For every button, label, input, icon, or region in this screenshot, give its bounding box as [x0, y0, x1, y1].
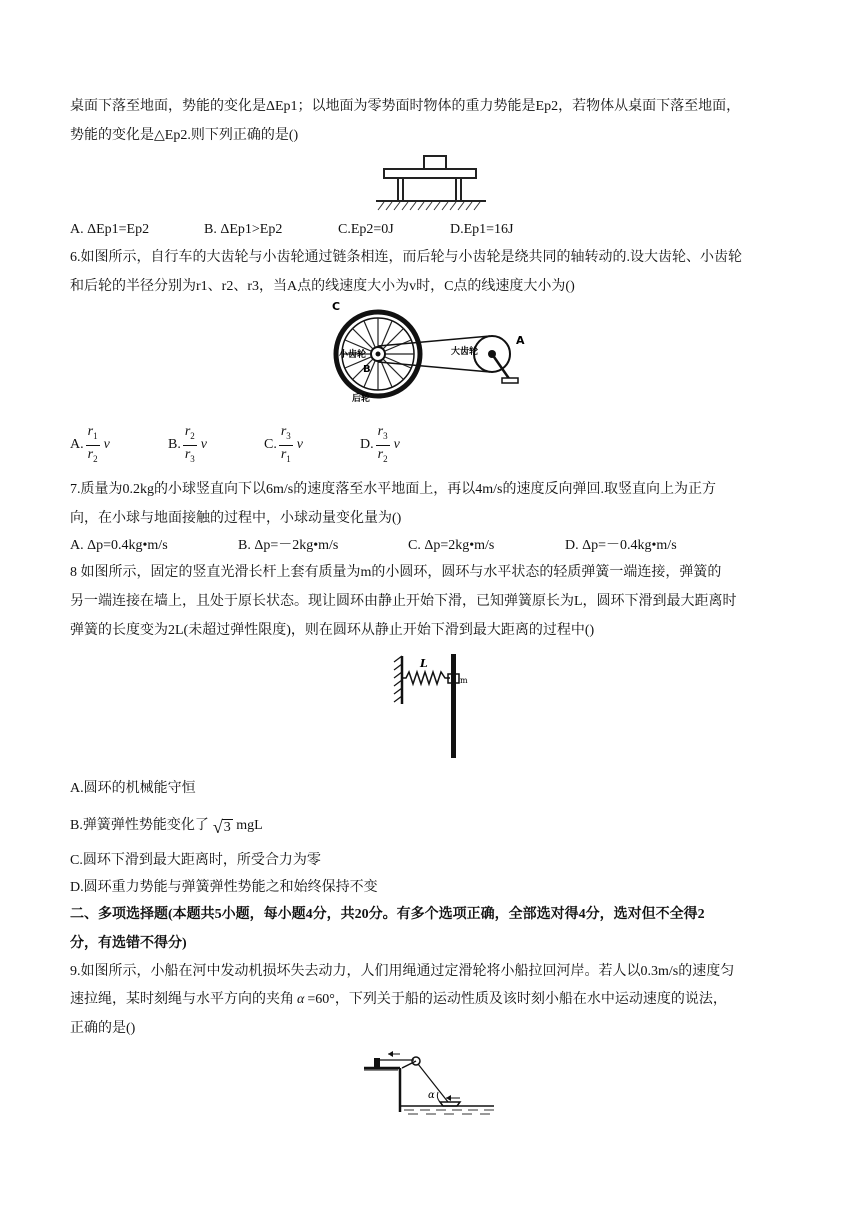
q8-option-c[interactable]: C.圆环下滑到最大距离时，所受合力为零: [70, 853, 321, 868]
label-a: A: [516, 334, 525, 347]
q6-option-a-fraction: [86, 423, 100, 468]
label-l: L: [420, 657, 428, 670]
q6-option-b-num: $r_2$: [183, 423, 197, 446]
q7-option-c[interactable]: C. Δp=2kg•m/s: [408, 538, 495, 553]
q9-line2-suffix: =60°，下列关于船的运动性质及该时刻小船在水中运动速度的说法，: [307, 992, 727, 1007]
q9-text-line3: 正确的是(): [70, 1021, 136, 1036]
q8-option-b-suffix: mgL: [232, 818, 263, 833]
q6-option-c-fraction: [279, 423, 293, 468]
q5-option-c[interactable]: C.Ep2=0J: [338, 222, 394, 237]
q6-option-d-label: D.: [360, 437, 374, 452]
sqrt-expression: [213, 818, 233, 836]
q9-text-line2: [70, 990, 794, 1010]
spring-rod-figure: [390, 650, 472, 760]
q6-option-c-v: v: [296, 437, 304, 452]
label-m: m: [460, 676, 468, 685]
q9-line2-prefix: 速拉绳，某时刻绳与水平方向的夹角: [70, 992, 294, 1007]
boat-pulley-figure: [360, 1046, 498, 1118]
q6-option-a-label: A.: [70, 437, 84, 452]
q6-option-a-v: v: [103, 437, 110, 452]
q7-option-b[interactable]: B. Δp=－2kg•m/s: [238, 538, 339, 553]
q9-text-line1: 9.如图所示，小船在河中发动机损坏失去动力，人们用绳通过定滑轮将小船拉回河岸。若人以0.3m/s的速度匀: [70, 964, 735, 979]
q7-option-a[interactable]: A. Δp=0.4kg•m/s: [70, 538, 168, 553]
label-rear-wheel: 后轮: [352, 394, 371, 404]
label-c: C: [332, 300, 341, 313]
section2-heading-line2: 分，有选错不得分): [70, 936, 187, 951]
q8-text-line3: 弹簧的长度变为2L(未超过弹性限度)，则在圆环从静止开始下滑到最大距离的过程中(): [70, 623, 595, 638]
sqrt-sign-icon: √: [212, 817, 223, 837]
q6-option-d-v: v: [393, 437, 400, 452]
q8-option-b[interactable]: [70, 816, 263, 836]
q6-option-c-num: $r_3$: [279, 423, 293, 446]
q6-option-d[interactable]: [360, 423, 400, 467]
q6-option-d-den: $r_2$: [377, 446, 388, 464]
q8-option-a[interactable]: A.圆环的机械能守恒: [70, 781, 196, 796]
q6-option-b[interactable]: [168, 423, 207, 467]
q6-option-a[interactable]: [70, 423, 110, 467]
q6-option-b-den: $r_3$: [184, 446, 195, 464]
q6-option-b-label: B.: [168, 437, 181, 452]
label-b: B: [363, 364, 371, 375]
q6-option-c-den: $r_1$: [280, 446, 291, 464]
q7-option-d[interactable]: D. Δp=－0.4kg•m/s: [565, 538, 677, 553]
q5-option-a[interactable]: A. ΔEp1=Ep2: [70, 222, 150, 237]
label-alpha: α: [428, 1090, 435, 1101]
q5-text-line2: 势能的变化是△Ep2.则下列正确的是(): [70, 128, 299, 143]
q7-text-line1: 7.质量为0.2kg的小球竖直向下以6m/s的速度落至水平地面上，再以4m/s的速度反向弹回.取竖直向上为正方: [70, 482, 716, 497]
bicycle-gear-figure: [332, 298, 532, 406]
q6-option-d-fraction: [376, 423, 390, 468]
q8-option-b-prefix: B.弹簧弹性势能变化了: [70, 818, 209, 833]
q5-text-line1: 桌面下落至地面，势能的变化是ΔEp1；以地面为零势面时物体的重力势能是Ep2，若物体从桌面下落至地面，: [70, 99, 741, 114]
q6-option-c-label: C.: [264, 437, 277, 452]
alpha-symbol: α: [297, 992, 305, 1007]
label-small-gear: 小齿轮: [339, 350, 367, 360]
section2-heading-line1: 二、多项选择题(本题共5小题，每小题4分，共20分。有多个选项正确，全部选对得4分，选对但不全得2: [70, 907, 705, 922]
label-big-gear: 大齿轮: [451, 347, 479, 357]
q6-option-c[interactable]: [264, 423, 303, 467]
q8-text-line1: 8 如图所示，固定的竖直光滑长杆上套有质量为m的小圆环，圆环与水平状态的轻质弹簧一端连接，弹簧的: [70, 565, 722, 580]
q5-option-d[interactable]: D.Ep1=16J: [450, 222, 514, 237]
q7-text-line2: 向，在小球与地面接触的过程中，小球动量变化量为(): [70, 511, 402, 526]
q6-text-line1: 6.如图所示，自行车的大齿轮与小齿轮通过链条相连，而后轮与小齿轮是绕共同的轴转动的.设大齿轮、小齿轮: [70, 250, 742, 265]
q6-option-a-den: $r_2$: [87, 446, 98, 464]
sqrt-radicand: 3: [223, 820, 231, 835]
q5-option-b[interactable]: B. ΔEp1>Ep2: [204, 222, 283, 237]
q8-text-line2: 另一端连接在墙上，且处于原长状态。现让圆环由静止开始下滑，已知弹簧原长为L，圆环下滑到最大距离时: [70, 594, 737, 609]
q6-option-d-num: $r_3$: [376, 423, 390, 446]
q6-text-line2: 和后轮的半径分别为r1、r2、r3，当A点的线速度大小为v时，C点的线速度大小为(): [70, 279, 575, 294]
q6-option-b-fraction: [183, 423, 197, 468]
q6-option-a-num: $r_1$: [86, 423, 100, 446]
table-figure: [376, 154, 486, 212]
q8-option-d[interactable]: D.圆环重力势能与弹簧弹性势能之和始终保持不变: [70, 880, 378, 895]
q6-option-b-v: v: [200, 437, 208, 452]
